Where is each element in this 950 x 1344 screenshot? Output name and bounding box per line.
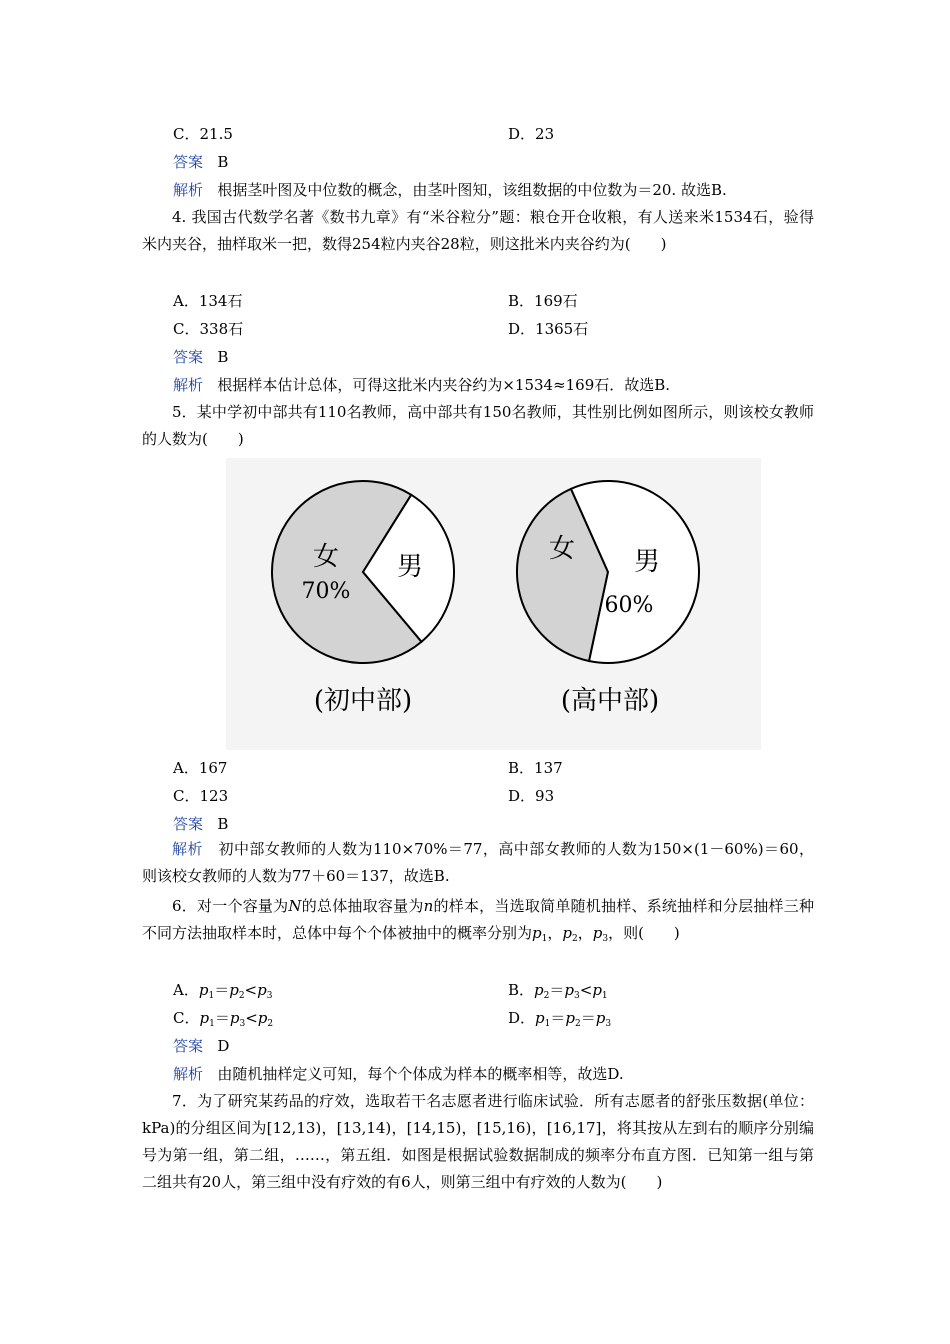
q6-option-d: D．$p_1=p_2=p_3$ [508, 1009, 612, 1029]
junior-pie [272, 481, 454, 716]
q5-question: 5．某中学初中部共有110名教师，高中部共有150名教师，其性别比例如图所示，则该校女教师的人数为( ) [142, 403, 814, 448]
analysis-text: 根据茎叶图及中位数的概念，由茎叶图知，该组数据的中位数为＝20. 故选B. [217, 181, 727, 199]
q4-option-d: D．1365石 [508, 320, 589, 338]
var-N: N [288, 897, 302, 915]
answer-label: 答案 [173, 815, 204, 833]
junior-female-percent: 70% [301, 579, 351, 604]
q6-answer [173, 1035, 229, 1056]
q6-option-c: C．$p_1=p_3<p_2$ [173, 1009, 274, 1029]
analysis-text: 由随机抽样定义可知，每个个体成为样本的概率相等，故选D. [217, 1065, 624, 1083]
analysis-label: 解析 [173, 181, 204, 199]
junior-male-label: 男 [396, 552, 424, 582]
senior-male-percent: 60% [604, 593, 654, 618]
senior-pie [517, 481, 699, 716]
q3-option-c: C．21.5 [173, 125, 233, 143]
answer-value: B [217, 815, 229, 833]
analysis-label: 解析 [172, 840, 203, 858]
senior-female-label: 女 [548, 534, 576, 564]
q4-option-b: B．169石 [508, 292, 578, 310]
analysis-text: 根据样本估计总体，可得这批米内夹谷约为×1534≈169石．故选B. [217, 376, 671, 394]
answer-label: 答案 [173, 153, 204, 171]
q6-option-a: A．$p_1=p_2<p_3$ [173, 981, 273, 1001]
var-n: n [423, 897, 434, 915]
q5-option-d: D．93 [508, 787, 555, 805]
junior-caption: (初中部) [313, 686, 413, 716]
analysis-label: 解析 [173, 376, 204, 394]
q5-option-a: A．167 [173, 759, 228, 777]
q4-analysis [173, 374, 670, 395]
answer-value: B [217, 348, 229, 366]
q6-analysis [173, 1063, 624, 1084]
q3-analysis [173, 179, 727, 200]
gender-pie-figure [226, 458, 761, 750]
answer-value: B [217, 153, 229, 171]
q5-option-c: C．123 [173, 787, 229, 805]
q5-option-b: B．137 [508, 759, 563, 777]
q3-answer [173, 151, 228, 172]
answer-label: 答案 [173, 1037, 204, 1055]
answer-label: 答案 [173, 348, 204, 366]
analysis-text: 初中部女教师的人数为110×70%＝77，高中部女教师的人数为150×(1－60%)＝60，则该校女教师的人数为77＋60＝137，故选B. [142, 840, 814, 885]
q6-option-b: B．$p_2=p_3<p_1$ [508, 981, 608, 1001]
q3-option-d: D．23 [508, 125, 555, 143]
q5-analysis [142, 836, 814, 890]
answer-value: D [217, 1037, 230, 1055]
q4-option-c: C．338石 [173, 320, 244, 338]
senior-caption: (高中部) [560, 686, 660, 716]
q4-answer [173, 346, 228, 367]
junior-female-label: 女 [312, 542, 340, 572]
senior-male-label: 男 [633, 547, 661, 577]
q4-option-a: A．134石 [173, 292, 243, 310]
q4-question: 4. 我国古代数学名著《数书九章》有“米谷粒分”题：粮仓开仓收粮，有人送来米1534石，验得米内夹谷，抽样取米一把，数得254粒内夹谷28粒，则这批米内夹谷约为( ) [142, 208, 814, 253]
q6-question: 6．对一个容量为N的总体抽取容量为n的样本，当选取简单随机抽样、系统抽样和分层抽样三种不同方法抽取样本时，总体中每个个体被抽中的概率分别为$p_1$，$p_2$，$p_3$，则( ) [142, 897, 814, 944]
analysis-label: 解析 [173, 1065, 204, 1083]
q7-question: 7．为了研究某药品的疗效，选取若干名志愿者进行临床试验．所有志愿者的舒张压数据(单位：kPa)的分组区间为[12,13)，[13,14)，[14,15)，[15,16)，[16,17]，将其按从左到右的顺序分别编号为第一组，第二组，……，第五组．如图是根据试验数据制成的频率分布直方图．已知第一组与第二组共有20人，第三组中没有疗效的有6人，则第三组中有疗效的人数为( ) [142, 1092, 814, 1191]
q5-answer [173, 813, 228, 834]
